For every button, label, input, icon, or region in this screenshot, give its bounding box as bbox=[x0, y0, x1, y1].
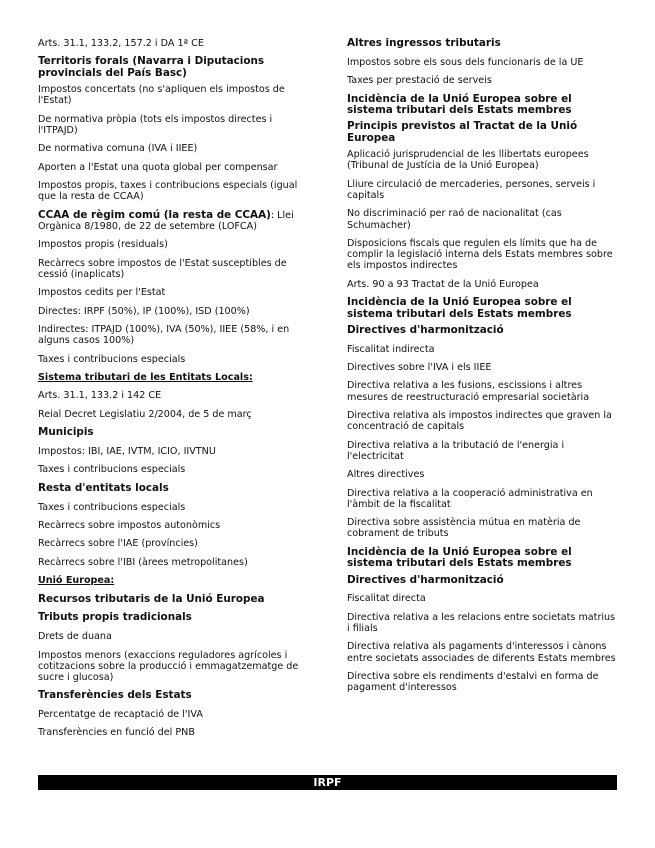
text-line: Recàrrecs sobre impostos de l'Estat susceptibles de cessió (inaplicats) bbox=[38, 257, 287, 280]
text-line: Directiva relativa als pagaments d'interessos i cànons entre societats associades de diferents Estats membres bbox=[347, 641, 616, 664]
text-line: Aporten a l'Estat una quota global per compensar bbox=[38, 161, 278, 173]
text-line: Impostos cedits per l'Estat bbox=[38, 287, 166, 299]
section-heading: Municipis bbox=[38, 426, 94, 439]
text-line: Directiva relativa a les relacions entre societats matrius i filials bbox=[347, 611, 616, 634]
text-line: Percentatge de recaptació de l'IVA bbox=[38, 709, 203, 721]
section-title-bar: IRPF bbox=[38, 775, 617, 790]
text-line: De normativa pròpia (tots els impostos directes i l'ITPAJD) bbox=[38, 113, 273, 136]
underlined-heading: Unió Europea: bbox=[38, 575, 115, 587]
text-line: Directiva relativa als impostos indirectes que graven la concentració de capitals bbox=[347, 410, 612, 433]
text-line: Impostos propis (residuals) bbox=[38, 239, 168, 251]
section-heading: Principis previstos al Tractat de la Unió Europea bbox=[347, 120, 578, 144]
text-line: Reial Decret Legislatiu 2/2004, de 5 de març bbox=[38, 408, 252, 420]
text-line: Altres directives bbox=[347, 469, 425, 481]
text-line: Directives sobre l'IVA i els IIEE bbox=[347, 362, 492, 374]
text-line: Taxes i contribucions especials bbox=[38, 501, 186, 513]
text-line: Indirectes: ITPAJD (100%), IVA (50%), IIEE (58%, i en alguns casos 100%) bbox=[38, 324, 290, 347]
text-line: Impostos: IBI, IAE, IVTM, ICIO, IIVTNU bbox=[38, 446, 216, 458]
text-line: Impostos menors (exaccions reguladores agrícoles i cotitzacions sobre la producció i emmagatzematge de sucre i glucosa) bbox=[38, 649, 299, 683]
section-heading: Transferències dels Estats bbox=[38, 689, 192, 702]
left-column bbox=[38, 38, 310, 746]
text-line: Directiva relativa a les fusions, escissions i altres mesures de reestructuració empresarial societària bbox=[347, 380, 590, 403]
text-line: Directes: IRPF (50%), IP (100%), ISD (100%) bbox=[38, 305, 250, 317]
text-line: Taxes per prestació de serveis bbox=[347, 75, 492, 87]
section-heading: Territoris forals (Navarra i Diputacions provincials del País Basc) bbox=[38, 55, 265, 79]
text-line: Aplicació jurisprudencial de les llibertats europees (Tribunal de Justícia de la Unió Europea) bbox=[347, 149, 589, 172]
text-line: Recàrrecs sobre l'IBI (àrees metropolitanes) bbox=[38, 556, 248, 568]
section-heading: Incidència de la Unió Europea sobre el sistema tributari dels Estats membres bbox=[347, 296, 572, 320]
section-heading: Altres ingressos tributaris bbox=[347, 37, 501, 49]
text-line: Taxes i contribucions especials bbox=[38, 464, 186, 476]
ccaa-heading: CCAA de règim comú (la resta de CCAA) bbox=[38, 208, 271, 221]
text-line: Drets de duana bbox=[38, 631, 112, 643]
text-line: Impostos concertats (no s'apliquen els impostos de l'Estat) bbox=[38, 84, 285, 107]
text-line: Directiva sobre els rendiments d'estalvi en forma de pagament d'interessos bbox=[347, 670, 599, 694]
text-line: Fiscalitat indirecta bbox=[347, 343, 435, 355]
text-line: De normativa comuna (IVA i IIEE) bbox=[38, 143, 198, 155]
text-line: Arts. 31.1, 133.2, 157.2 i DA 1ª CE bbox=[38, 38, 204, 49]
section-heading: Directives d'harmonització bbox=[347, 323, 504, 336]
text-line: Impostos sobre els sous dels funcionaris de la UE bbox=[347, 56, 584, 68]
text-line: Directiva sobre assistència mútua en matèria de cobrament de tributs bbox=[347, 517, 581, 540]
right-column bbox=[347, 38, 617, 701]
text-line: Fiscalitat directa bbox=[347, 593, 426, 605]
underlined-heading: Sistema tributari de les Entitats Locals: bbox=[38, 372, 253, 384]
text-line: Lliure circulació de mercaderies, persones, serveis i capitals bbox=[347, 178, 596, 201]
ccaa-regim-comu-line bbox=[38, 210, 310, 232]
text-line: Recàrrecs sobre l'IAE (províncies) bbox=[38, 538, 198, 550]
text-line: Transferències en funció del PNB bbox=[38, 727, 195, 739]
section-heading: Recursos tributaris de la Unió Europea bbox=[38, 592, 265, 605]
text-line: Recàrrecs sobre impostos autonòmics bbox=[38, 519, 221, 531]
text-line: No discriminació per raó de nacionalitat (cas Schumacher) bbox=[347, 208, 562, 231]
text-line: Directiva relativa a la tributació de l'energia i l'electricitat bbox=[347, 439, 565, 462]
text-line: Taxes i contribucions especials bbox=[38, 353, 186, 365]
section-heading: Resta d'entitats locals bbox=[38, 481, 169, 494]
text-line: Impostos propis, taxes i contribucions especials (igual que la resta de CCAA) bbox=[38, 180, 298, 203]
text-line: Arts. 90 a 93 Tractat de la Unió Europea bbox=[347, 278, 539, 290]
text-line: Disposicions fiscals que regulen els límits que ha de complir la legislació interna dels Estats membres sobre els impostos indirectes bbox=[347, 237, 613, 272]
section-heading: Tributs propis tradicionals bbox=[38, 611, 192, 624]
section-heading: Incidència de la Unió Europea sobre el sistema tributari dels Estats membres bbox=[347, 92, 572, 117]
ccaa-law-ref: : Llei Orgànica 8/1980, de 22 de setembre (LOFCA) bbox=[38, 209, 294, 232]
text-line: Arts. 31.1, 133.2 i 142 CE bbox=[38, 390, 162, 402]
text-line: Directiva relativa a la cooperació administrativa en l'àmbit de la fiscalitat bbox=[347, 487, 593, 510]
section-heading: Incidència de la Unió Europea sobre el sistema tributari dels Estats membres bbox=[347, 545, 572, 570]
section-heading: Directives d'harmonització bbox=[347, 573, 504, 586]
